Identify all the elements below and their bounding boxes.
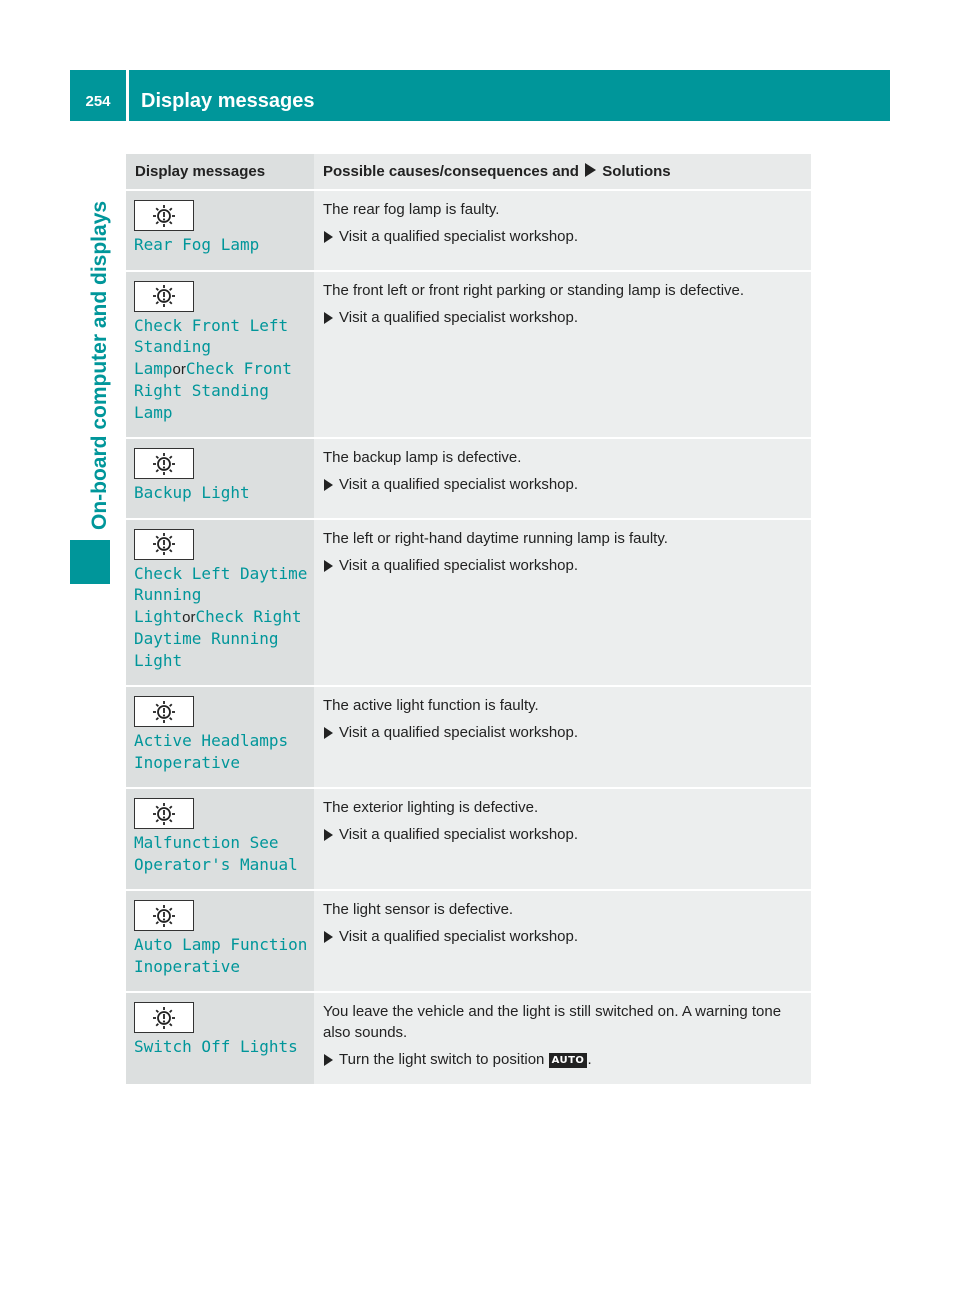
table-row [126, 686, 811, 788]
arrow-right-icon [324, 312, 333, 324]
display-message [134, 234, 310, 256]
table-row [126, 788, 811, 890]
solution-cell [314, 190, 811, 271]
message-text: Check Left Daytime Running Light [134, 563, 308, 626]
display-message [134, 934, 310, 977]
message-cell [126, 190, 314, 271]
message-text: Malfunction See Operator's Manual [134, 833, 298, 874]
table-row [126, 890, 811, 992]
arrow-right-icon [324, 231, 333, 243]
page-number: 254 [85, 93, 111, 110]
chapter-tab [86, 170, 116, 530]
arrow-right-icon [324, 727, 333, 739]
table-row [126, 992, 811, 1084]
message-text: Check Front Left Standing Lamp [134, 315, 289, 378]
exterior-lamp-warning-icon [134, 696, 194, 727]
arrow-right-icon [324, 829, 333, 841]
arrow-right-icon [324, 560, 333, 572]
cause-text: You leave the vehicle and the light is still switched on. A warning tone also sounds. [323, 1003, 782, 1041]
display-message [134, 1036, 310, 1058]
cause-text: The backup lamp is defective. [323, 449, 522, 466]
display-messages-table [126, 154, 811, 1084]
message-cell [126, 271, 314, 439]
solution-cell [314, 519, 811, 687]
solution-cell [314, 788, 811, 890]
solution-step [323, 474, 803, 495]
solution-step [323, 555, 803, 576]
step-text: Visit a qualified specialist workshop. [339, 928, 579, 945]
message-cell [126, 992, 314, 1084]
cause-text: The rear fog lamp is faulty. [323, 201, 500, 218]
solution-cell [314, 271, 811, 439]
message-cell [126, 686, 314, 788]
solution-step [323, 824, 803, 845]
exterior-lamp-warning-icon [134, 900, 194, 931]
arrow-right-icon [324, 1054, 333, 1066]
step-text-end: . [587, 1051, 592, 1068]
solution-cell [314, 992, 811, 1084]
message-cell [126, 890, 314, 992]
solution-cell [314, 686, 811, 788]
message-text: Rear Fog Lamp [134, 235, 260, 254]
exterior-lamp-warning-icon [134, 798, 194, 829]
solution-step [323, 226, 803, 247]
message-text: Backup Light [134, 483, 250, 502]
step-text: Visit a qualified specialist workshop. [339, 724, 579, 741]
exterior-lamp-warning-icon [134, 281, 194, 312]
column-header-solutions [314, 154, 811, 190]
column-header-messages: Display messages [126, 154, 314, 190]
display-message [134, 315, 310, 424]
page-header [70, 70, 890, 121]
arrow-right-icon [324, 931, 333, 943]
step-text: Visit a qualified specialist workshop. [339, 826, 579, 843]
cause-text: The left or right-hand daytime running lamp is faulty. [323, 529, 668, 547]
step-text: Visit a qualified specialist workshop. [339, 308, 579, 326]
table-row [126, 271, 811, 439]
solution-cell [314, 438, 811, 519]
cause-text: The exterior lighting is defective. [323, 799, 539, 816]
exterior-lamp-warning-icon [134, 529, 194, 560]
display-message [134, 832, 310, 875]
solution-step [323, 722, 803, 743]
table-row [126, 190, 811, 271]
cause-text: The light sensor is defective. [323, 901, 514, 918]
arrow-right-icon [324, 479, 333, 491]
step-text: Turn the light switch to position [339, 1051, 545, 1068]
message-text: Auto Lamp Function Inoperative [134, 935, 308, 976]
chapter-tab-label: On-board computer and displays [88, 200, 111, 530]
display-message [134, 563, 310, 672]
exterior-lamp-warning-icon [134, 1002, 194, 1033]
or-word: or [172, 360, 186, 378]
step-text: Visit a qualified specialist workshop. [339, 228, 579, 245]
cause-text: The front left or front right parking or standing lamp is defective. [323, 281, 745, 299]
message-text: Active Headlamps Inoperative [134, 731, 289, 772]
message-cell [126, 788, 314, 890]
message-cell [126, 438, 314, 519]
exterior-lamp-warning-icon [134, 448, 194, 479]
column-header-solutions-a: Possible causes/consequences and [323, 163, 579, 180]
solution-step [323, 307, 803, 328]
solution-cell [314, 890, 811, 992]
or-word: or [182, 608, 196, 626]
solution-step [323, 926, 803, 947]
step-text: Visit a qualified specialist workshop. [339, 476, 579, 493]
message-text: Switch Off Lights [134, 1037, 298, 1056]
header-divider [126, 70, 129, 121]
solution-step [323, 1049, 803, 1070]
cause-text: The active light function is faulty. [323, 697, 539, 714]
auto-light-switch-icon: AUTO [549, 1053, 588, 1068]
message-text-alt: Check Right Daytime Running Light [134, 606, 302, 670]
step-text: Visit a qualified specialist workshop. [339, 556, 579, 574]
display-message [134, 730, 310, 773]
arrow-right-icon [585, 163, 596, 177]
display-message [134, 482, 310, 504]
table-row [126, 438, 811, 519]
table-header-row [126, 154, 811, 190]
table-row [126, 519, 811, 687]
chapter-marker [70, 540, 110, 584]
exterior-lamp-warning-icon [134, 200, 194, 231]
page-title: Display messages [141, 90, 315, 112]
message-cell [126, 519, 314, 687]
column-header-solutions-b: Solutions [602, 163, 671, 180]
message-text-alt: Check Front Right Standing Lamp [134, 358, 292, 422]
